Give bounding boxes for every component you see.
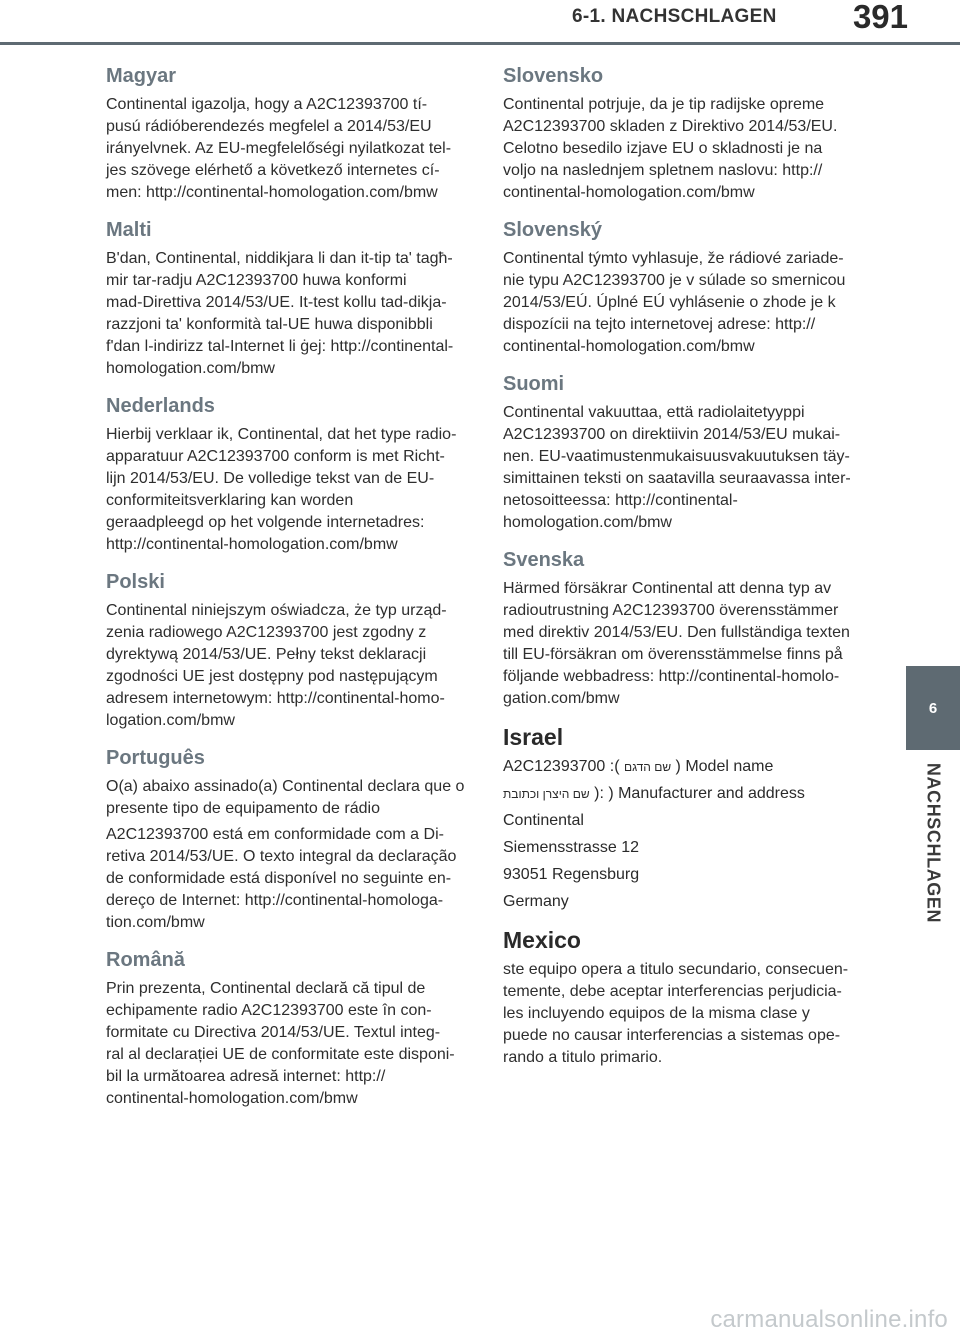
text-line: pusú rádióberendezés megfelel a 2014/53/EU: [106, 118, 432, 135]
section-mexico: [503, 925, 865, 1069]
text-line: razzjoni ta' konformità tal-UE huwa disponibbli: [106, 316, 433, 333]
text-line: följande webbadress: http://continental-homolo-: [503, 668, 840, 685]
text-line: homologation.com/bmw: [106, 360, 275, 377]
text-line: netosoitteessa: http://continental-: [503, 492, 738, 509]
text-line: adresem internetowym: http://continental-homo-: [106, 690, 445, 707]
section-paragraph: [503, 402, 865, 534]
left-column: [106, 62, 468, 1122]
section-português: [106, 744, 468, 934]
section-malti: [106, 216, 468, 380]
text-line: http://continental-homologation.com/bmw: [106, 536, 398, 553]
text-line: dyrektywą 2014/53/UE. Pełny tekst deklaracji: [106, 646, 427, 663]
text-line: puede no causar interferencias a sistemas ope-: [503, 1027, 841, 1044]
right-column: [503, 62, 865, 1081]
model-name-hebrew: שם הדגם: [623, 760, 672, 774]
section-heading: Português: [106, 747, 205, 769]
section-heading: Magyar: [106, 65, 177, 87]
text-line: continental-homologation.com/bmw: [106, 1090, 358, 1107]
text-line: irányelvnek. Az EU-megfelelőségi nyilatkozat tel-: [106, 140, 452, 157]
section-română: [106, 946, 468, 1110]
chapter-number: 6: [928, 699, 938, 717]
text-line: continental-homologation.com/bmw: [503, 338, 755, 355]
section-paragraph: [106, 776, 468, 820]
text-line: rando a titulo primario.: [503, 1049, 663, 1066]
text-line: Continental potrjuje, da je tip radijske opreme: [503, 96, 825, 113]
text-line: conformiteitsverklaring kan worden: [106, 492, 354, 509]
text-line: formitate cu Directiva 2014/53/UE. Textul integ-: [106, 1024, 441, 1041]
section-polski: [106, 568, 468, 732]
section-paragraph: [106, 978, 468, 1110]
section-heading: Polski: [106, 571, 165, 593]
footer-watermark: carmanualsonline.info: [710, 1306, 948, 1333]
section-title: 6-1. NACHSCHLAGEN: [572, 6, 777, 27]
text-line: men: http://continental-homologation.com/bmw: [106, 184, 438, 201]
address-line: Germany: [503, 893, 569, 910]
section-paragraph: [106, 600, 468, 732]
text-line: dereço de Internet: http://continental-homologa-: [106, 892, 444, 909]
text-line: gation.com/bmw: [503, 690, 620, 707]
section-paragraph: [106, 248, 468, 380]
text-line: presente tipo de equipamento de rádio: [106, 800, 380, 817]
text-line: les incluyendo equipos de la misma clase y: [503, 1005, 810, 1022]
text-line: Continental vakuuttaa, että radiolaitetyyppi: [503, 404, 805, 421]
text-line: ste equipo opera a titulo secundario, consecuen-: [503, 961, 849, 978]
model-name-line: [503, 756, 865, 778]
text-line: zgodności UE jest dostępny pod następującym: [106, 668, 438, 685]
section-heading: Malti: [106, 219, 152, 241]
section-paragraph: [503, 578, 865, 710]
text-line: mad-Direttiva 2014/53/UE. It-test kollu tad-dikja-: [106, 294, 447, 311]
page-number: 391: [852, 0, 908, 35]
text-line: Celotno besedilo izjave EU o skladnosti je na: [503, 140, 823, 157]
manufacturer-line: [503, 783, 865, 805]
chapter-tab: [906, 666, 960, 750]
model-name-prefix: A2C12393700 :(: [503, 758, 620, 775]
manufacturer-suffix: ): ) Manufacturer and address: [594, 785, 805, 802]
text-line: voljo na naslednjem spletnem naslovu: http://: [503, 162, 823, 179]
text-line: nie typu A2C12393700 je v súlade so smernicou: [503, 272, 846, 289]
text-line: A2C12393700 está em conformidade com a Di-: [106, 826, 444, 843]
text-line: tion.com/bmw: [106, 914, 205, 931]
text-line: logation.com/bmw: [106, 712, 235, 729]
text-line: apparatuur A2C12393700 conform is met Richt-: [106, 448, 445, 465]
text-line: med direktiv 2014/53/EU. Den fullständiga texten: [503, 624, 850, 641]
section-magyar: [106, 62, 468, 204]
address-line: Continental: [503, 812, 584, 829]
section-heading: Svenska: [503, 549, 585, 571]
text-line: Continental igazolja, hogy a A2C12393700 tí-: [106, 96, 428, 113]
section-paragraph: [106, 94, 468, 204]
section-israel: [503, 722, 865, 913]
text-line: lijn 2014/53/EU. De volledige tekst van de EU-: [106, 470, 435, 487]
text-line: echipamente radio A2C12393700 este în con-: [106, 1002, 432, 1019]
section-paragraph: [106, 824, 468, 934]
address-line: 93051 Regensburg: [503, 866, 640, 883]
section-heading: Nederlands: [106, 395, 215, 417]
text-line: ral al declarației UE de conformitate este disponi-: [106, 1046, 455, 1063]
text-line: Continental týmto vyhlasuje, že rádiové zariade-: [503, 250, 844, 267]
text-line: radioutrustning A2C12393700 överensstämmer: [503, 602, 839, 619]
text-line: A2C12393700 skladen z Direktivo 2014/53/EU.: [503, 118, 838, 135]
section-heading: Română: [106, 949, 185, 971]
text-line: Continental niniejszym oświadcza, że typ urząd-: [106, 602, 447, 619]
section-heading: Slovensko: [503, 65, 604, 87]
section-slovenský: [503, 216, 865, 358]
text-line: geraadpleegd op het volgende internetadres:: [106, 514, 425, 531]
section-slovensko: [503, 62, 865, 204]
text-line: simittainen teksti on saatavilla seuraavassa inter-: [503, 470, 851, 487]
text-line: Prin prezenta, Continental declară că tipul de: [106, 980, 426, 997]
text-line: O(a) abaixo assinado(a) Continental declara que o: [106, 778, 465, 795]
section-svenska: [503, 546, 865, 710]
text-line: dispozícii na tejto internetovej adrese: http://: [503, 316, 816, 333]
text-line: Hierbij verklaar ik, Continental, dat het type radio-: [106, 426, 457, 443]
text-line: continental-homologation.com/bmw: [503, 184, 755, 201]
text-line: bil la următoarea adresă internet: http://: [106, 1068, 386, 1085]
text-line: de conformidade está disponível no seguinte en-: [106, 870, 452, 887]
text-line: 2014/53/EÚ. Úplné EÚ vyhlásenie o zhode je k: [503, 294, 836, 311]
header-rule: [0, 42, 960, 45]
text-line: Härmed försäkrar Continental att denna typ av: [503, 580, 832, 597]
text-line: till EU-försäkran om överensstämmelse finns på: [503, 646, 843, 663]
text-line: temente, debe aceptar interferencias perjudicia-: [503, 983, 842, 1000]
section-paragraph: [503, 94, 865, 204]
text-line: B'dan, Continental, niddikjara li dan it-tip ta' tagħ-: [106, 250, 453, 267]
text-line: f'dan l-indirizz tal-Internet li ġej: http://continental-: [106, 338, 454, 355]
section-heading: Israel: [503, 724, 564, 750]
text-line: jes szövege elérhető a következő internetes cí-: [106, 162, 440, 179]
section-paragraph: [503, 959, 865, 1069]
text-line: A2C12393700 on direktiivin 2014/53/EU mukai-: [503, 426, 841, 443]
section-heading: Suomi: [503, 373, 565, 395]
section-paragraph: [106, 424, 468, 556]
chapter-side-label-text: NACHSCHLAGEN: [923, 762, 944, 924]
section-paragraph: [503, 248, 865, 358]
section-heading: Slovenský: [503, 219, 602, 241]
manufacturer-hebrew: שם היצרן וכתובת: [503, 787, 590, 801]
text-line: homologation.com/bmw: [503, 514, 672, 531]
text-line: mir tar-radju A2C12393700 huwa konformi: [106, 272, 407, 289]
text-line: retiva 2014/53/UE. O texto integral da declaração: [106, 848, 457, 865]
section-suomi: [503, 370, 865, 534]
section-heading: Mexico: [503, 927, 581, 953]
text-line: nen. EU-vaatimustenmukaisuusvakuutuksen täy-: [503, 448, 850, 465]
address-line: Siemensstrasse 12: [503, 839, 640, 856]
model-name-suffix: ) Model name: [675, 758, 774, 775]
text-line: zenia radiowego A2C12393700 jest zgodny z: [106, 624, 427, 641]
section-nederlands: [106, 392, 468, 556]
